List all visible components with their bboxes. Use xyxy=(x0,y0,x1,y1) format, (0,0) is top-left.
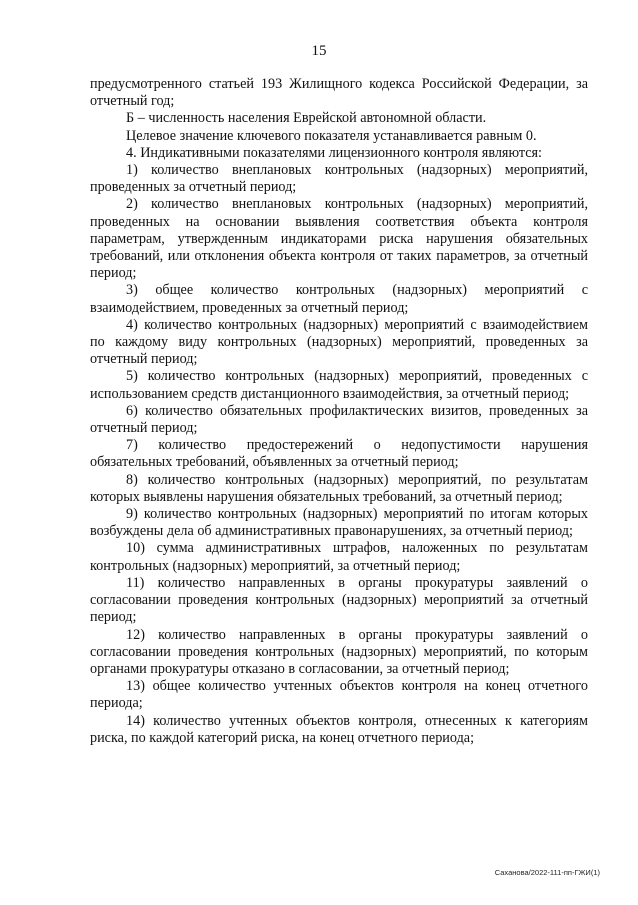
paragraph-formula-b: Б – численность населения Еврейской автономной области. xyxy=(126,110,487,127)
page-number: 15 xyxy=(311,43,327,59)
list-item-14: 14) количество учтенных объектов контроля, отнесенных к категориям риска, по каждой категорий риска, на конец отчетного периода; xyxy=(90,712,588,746)
list-item-9: 9) количество контрольных (надзорных) мероприятий по итогам которых возбуждены дела об административных правонарушениях, за отчетный период; xyxy=(90,506,588,540)
list-item-11: 11) количество направленных в органы прокуратуры заявлений о согласовании проведения контрольных (надзорных) мероприятий за отчетный период; xyxy=(90,574,588,626)
document-body xyxy=(90,76,588,747)
list-item-12: 12) количество направленных в органы прокуратуры заявлений о согласовании проведения контрольных (надзорных) мероприятий, по которым органами прокуратуры отказано в согласовании, за отчетный период; xyxy=(90,626,588,677)
list-item-7: 7) количество предостережений о недопустимости нарушения обязательных требований, объявленных за отчетный период; xyxy=(90,437,588,471)
list-item-3: 3) общее количество контрольных (надзорных) мероприятий с взаимодействием, проведенных за отчетный период; xyxy=(90,282,588,316)
list-item-2: 2) количество внеплановых контрольных (надзорных) мероприятий, проведенных на основании выявления соответствия объекта контроля параметрам, утвержденным индикаторами риска нарушения обязательных требований, или отклонения объекта контроля от таких параметров, за отчетный период; xyxy=(90,196,588,282)
paragraph-continuation: предусмотренного статьей 193 Жилищного кодекса Российской Федерации, за отчетный год; xyxy=(90,76,588,110)
list-item-1: 1) количество внеплановых контрольных (надзорных) мероприятий, проведенных за отчетный период; xyxy=(90,162,588,196)
list-item-5: 5) количество контрольных (надзорных) мероприятий, проведенных с использованием средств дистанционного взаимодействия, за отчетный период; xyxy=(90,368,588,402)
list-item-10: 10) сумма административных штрафов, наложенных по результатам контрольных (надзорных) мероприятий, за отчетный период; xyxy=(90,540,588,574)
list-item-4: 4) количество контрольных (надзорных) мероприятий с взаимодействием по каждому виду контрольных (надзорных) мероприятий, проведенных за отчетный период; xyxy=(90,316,588,368)
paragraph-target-value: Целевое значение ключевого показателя устанавливается равным 0. xyxy=(126,127,537,144)
list-item-6: 6) количество обязательных профилактических визитов, проведенных за отчетный период; xyxy=(90,402,588,437)
list-item-8: 8) количество контрольных (надзорных) мероприятий, по результатам которых выявлены нарушения обязательных требований, за отчетный период; xyxy=(90,471,588,505)
list-item-13: 13) общее количество учтенных объектов контроля на конец отчетного периода; xyxy=(90,678,588,712)
paragraph-section-4-heading: 4. Индикативными показателями лицензионного контроля являются: xyxy=(126,144,543,161)
document-footer-code: Саханова/2022-111-пп-ГЖИ(1) xyxy=(494,868,600,877)
